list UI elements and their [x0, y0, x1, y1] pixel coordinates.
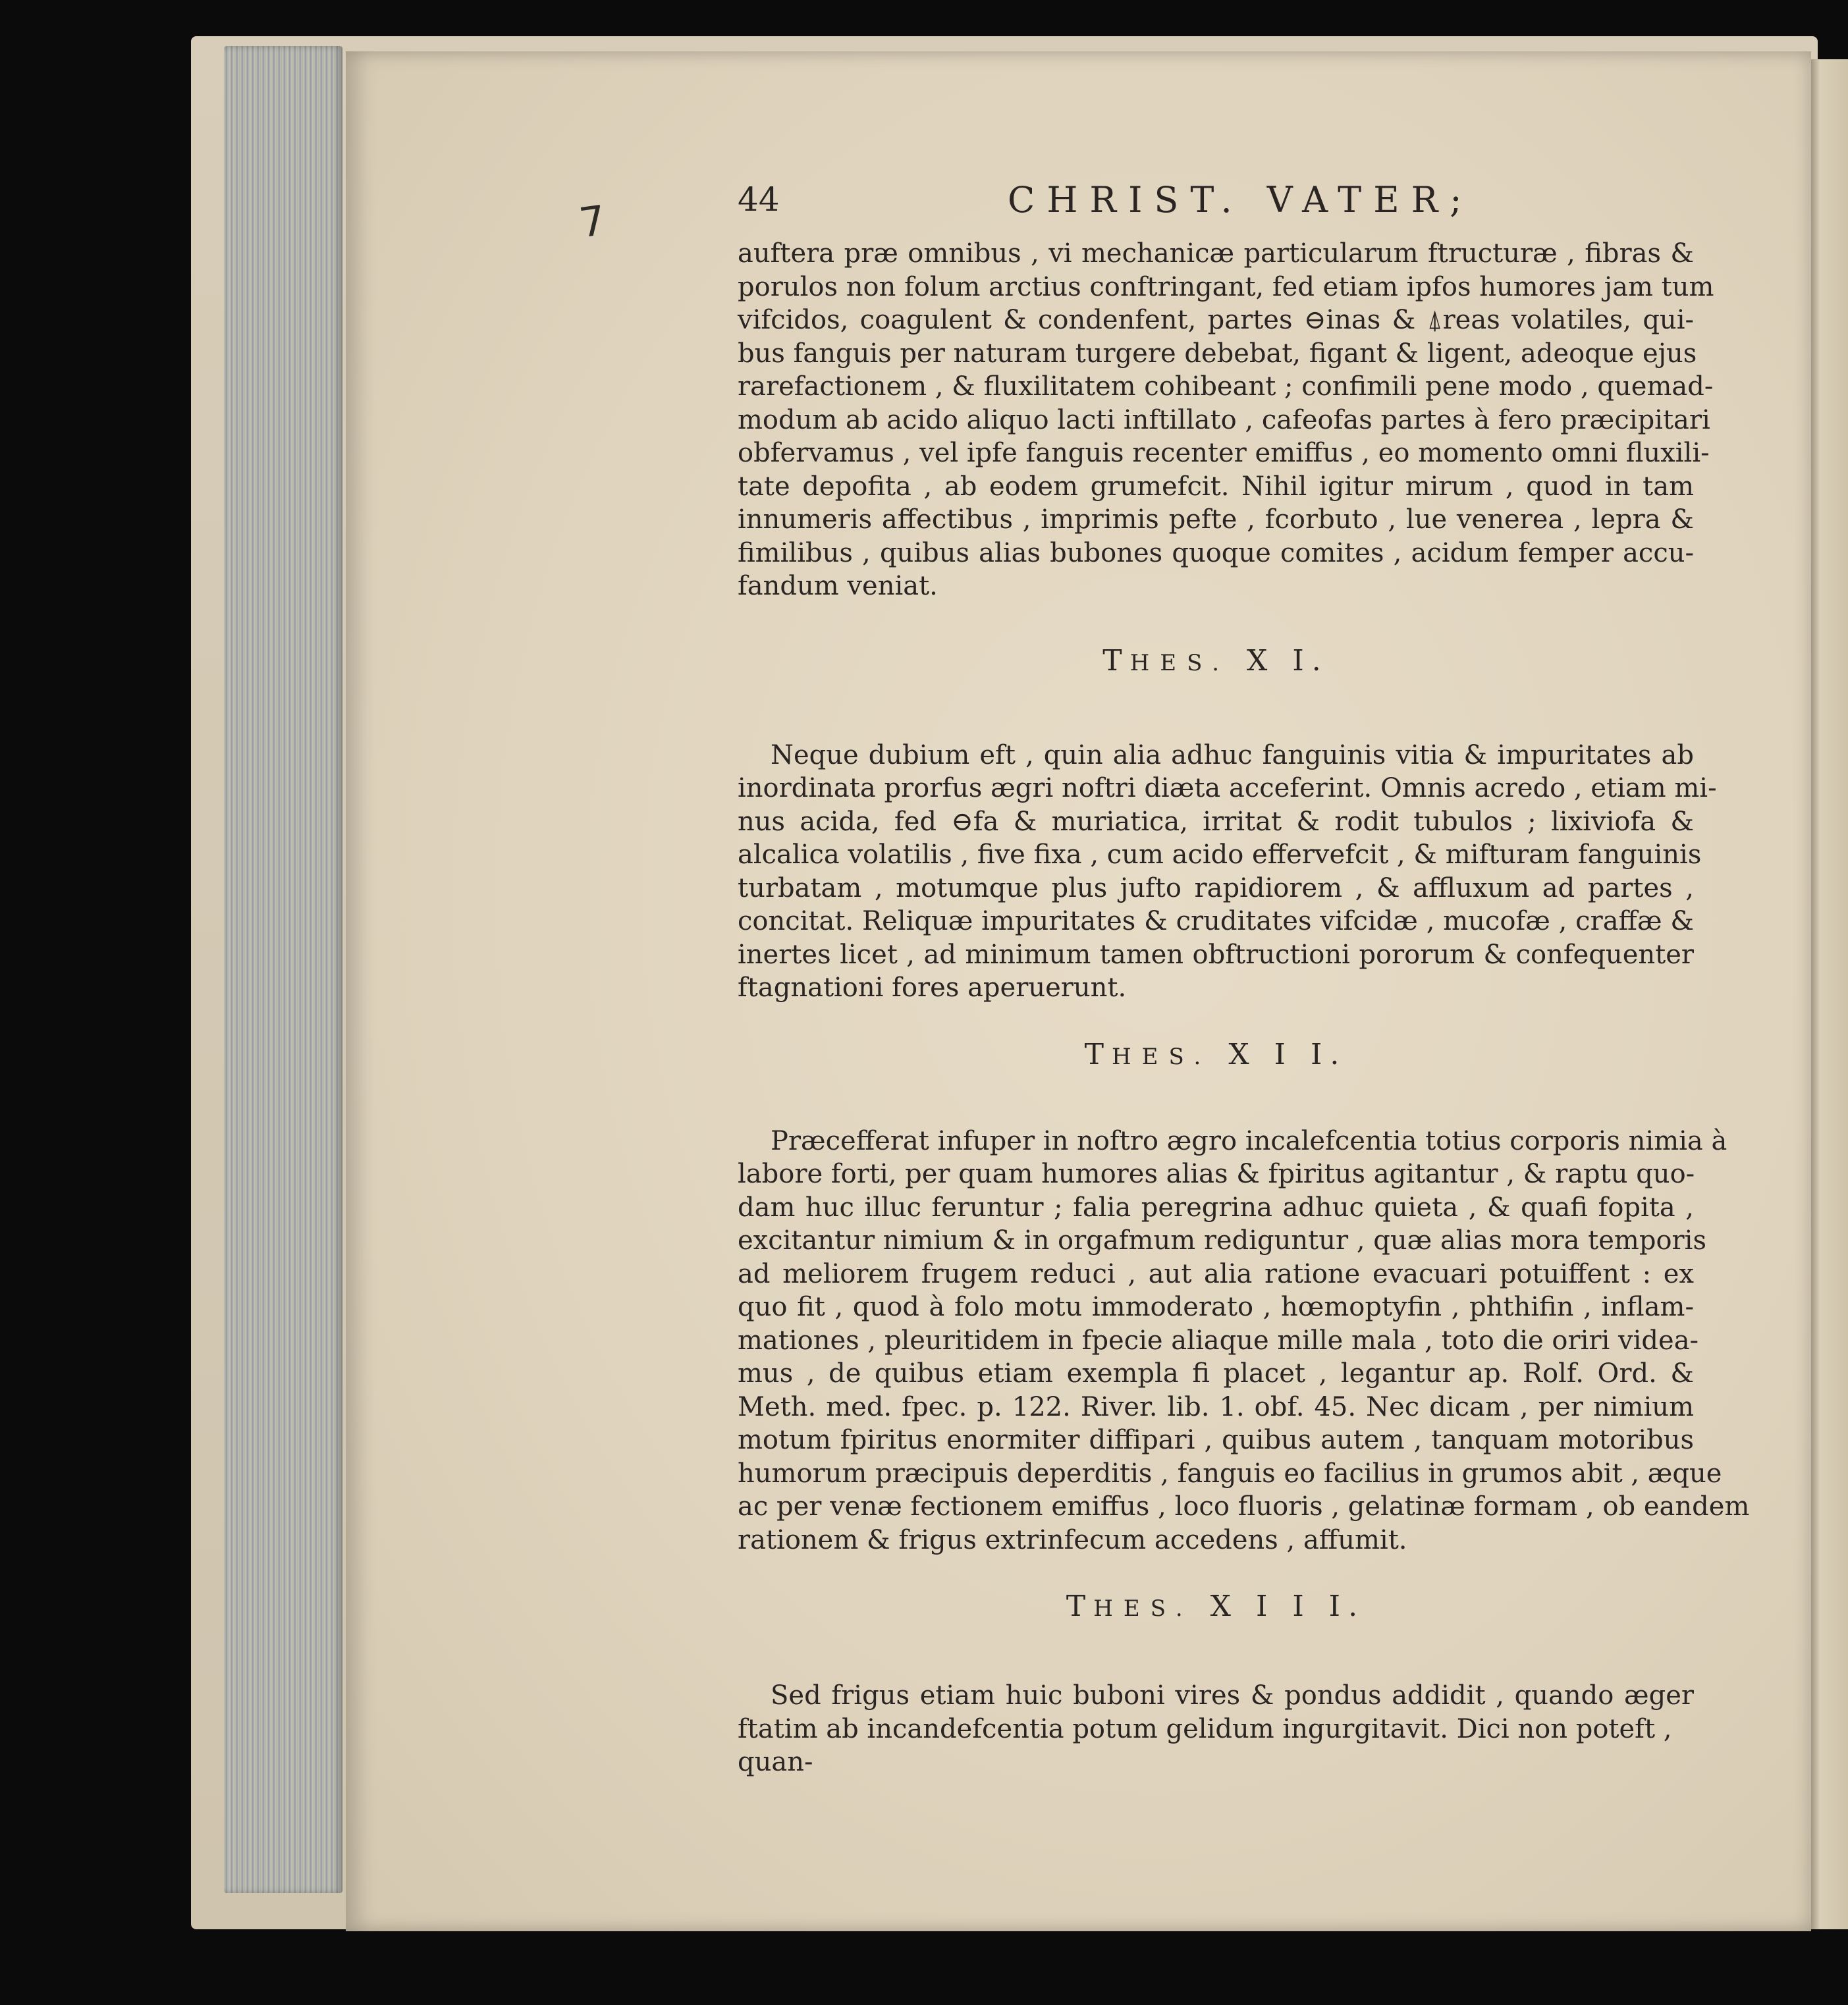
text-line: motum fpiritus enormiter diffipari , quibus autem , tanquam motoribus: [738, 1425, 1694, 1455]
catchword-row: [738, 1746, 1694, 1779]
catchword: quan-: [738, 1747, 813, 1777]
sections: [738, 643, 1750, 1746]
thesis-paragraph: [738, 1125, 1750, 1557]
heading-numeral: X I I.: [1228, 1037, 1347, 1071]
text-line: Meth. med. fpec. p. 122. River. lib. 1. obf. 45. Nec dicam , per nimium: [738, 1391, 1694, 1422]
text-line: humorum præcipuis deperditis , fanguis eo facilius in grumos abit , æque: [738, 1458, 1722, 1489]
heading-smallcaps: HES.: [1093, 1595, 1193, 1622]
text-line: obfervamus , vel ipfe fanguis recenter emiffus , eo momento omni fluxili-: [738, 438, 1710, 468]
section-heading: [738, 644, 1694, 681]
text-line: labore forti, per quam humores alias & fpiritus agitantur , & raptu quo-: [738, 1159, 1695, 1189]
page-edges: [224, 46, 342, 1893]
text-line: dam huc illuc feruntur ; falia peregrina adhuc quieta , & quafi fopita ,: [738, 1192, 1694, 1223]
heading-smallcaps: HES.: [1129, 649, 1230, 676]
heading-numeral: X I I I.: [1210, 1590, 1366, 1623]
text-line: excitantur nimium & in orgafmum rediguntur , quæ alias mora temporis: [738, 1225, 1706, 1256]
heading-initial: T: [1066, 1590, 1094, 1623]
text-line: ftatim ab incandefcentia potum gelidum ingurgitavit. Dici non poteft ,: [738, 1713, 1672, 1744]
text-line: mationes , pleuritidem in fpecie aliaque mille mala , toto die oriri videa-: [738, 1325, 1699, 1356]
heading-initial: T: [1084, 1037, 1112, 1071]
section-heading: [738, 1038, 1694, 1075]
text-line: porulos non folum arctius conftringant, fed etiam ipfos humores jam tum: [738, 271, 1714, 302]
text-line: nus acida, fed ⊖fa & muriatica, irritat & rodit tubulos ; lixiviofa &: [738, 806, 1694, 837]
thesis-paragraph: [738, 739, 1717, 1005]
text-line: ftagnationi fores aperuerunt.: [738, 973, 1127, 1003]
text-line: Præcefferat infuper in noftro ægro incalefcentia totius corporis nimia à: [771, 1125, 1727, 1156]
paragraph-continued: [738, 237, 1714, 603]
heading-initial: T: [1102, 643, 1130, 678]
facing-page-edge: [1808, 59, 1848, 1929]
thesis-paragraph: [738, 1679, 1694, 1746]
heading-smallcaps: HES.: [1111, 1043, 1212, 1070]
text-line: fimilibus , quibus alias bubones quoque comites , acidum femper accu-: [738, 537, 1694, 568]
heading-numeral: X I.: [1247, 643, 1329, 678]
text-line: inertes licet , ad minimum tamen obftructioni pororum & confequenter: [738, 939, 1694, 970]
text-line: alcalica volatilis , five fixa , cum acido effervefcit , & mifturam fanguinis: [738, 840, 1702, 870]
text-line: rarefactionem , & fluxilitatem cohibeant ; confimili pene modo , quemad-: [738, 371, 1714, 402]
text-line: mus , de quibus etiam exempla fi placet , legantur ap. Rolf. Ord. &: [738, 1358, 1694, 1389]
text-block: [738, 170, 1750, 1779]
text-line: bus fanguis per naturam turgere debebat, figant & ligent, adeoque ejus: [738, 338, 1697, 369]
text-line: Sed frigus etiam huic buboni vires & pondus addidit , quando æger: [771, 1680, 1694, 1711]
text-line: Neque dubium eft , quin alia adhuc fanguinis vitia & impuritates ab: [771, 739, 1694, 770]
text-line: tate depofita , ab eodem grumefcit. Nihil igitur mirum , quod in tam: [738, 471, 1694, 502]
text-line: ad meliorem frugem reduci , aut alia ratione evacuari potuiffent : ex: [738, 1258, 1694, 1289]
text-line: vifcidos, coagulent & condenfent, partes ⊖inas & ⍋reas volatiles, qui-: [738, 305, 1694, 335]
running-head-title: CHRIST. VATER;: [1008, 179, 1474, 221]
section-heading: [738, 1590, 1694, 1626]
page-number: 44: [738, 180, 780, 219]
text-line: auftera præ omnibus , vi mechanicæ particularum ftructuræ , fibras &: [738, 238, 1694, 269]
text-line: fandum veniat.: [738, 571, 938, 601]
text-line: inordinata prorfus ægri noftri diæta acceferint. Omnis acredo , etiam mi-: [738, 773, 1717, 803]
text-line: turbatam , motumque plus jufto rapidiorem , & affluxum ad partes ,: [738, 872, 1694, 903]
text-line: rationem & frigus extrinfecum accedens , affumit.: [738, 1524, 1407, 1555]
running-head: [738, 170, 1694, 229]
text-line: modum ab acido aliquo lacti inftillato , cafeofas partes à fero præcipitari: [738, 404, 1710, 435]
text-line: ac per venæ fectionem emiffus , loco fluoris , gelatinæ formam , ob eandem: [738, 1491, 1750, 1522]
text-line: innumeris affectibus , imprimis pefte , fcorbuto , lue venerea , lepra &: [738, 504, 1694, 535]
text-line: quo fit , quod à folo motu immoderato , hœmoptyfin , phthifin , inflam-: [738, 1292, 1694, 1322]
margin-note: 7: [576, 196, 609, 248]
text-line: concitat. Reliquæ impuritates & cruditates vifcidæ , mucofæ , craffæ &: [738, 906, 1694, 936]
